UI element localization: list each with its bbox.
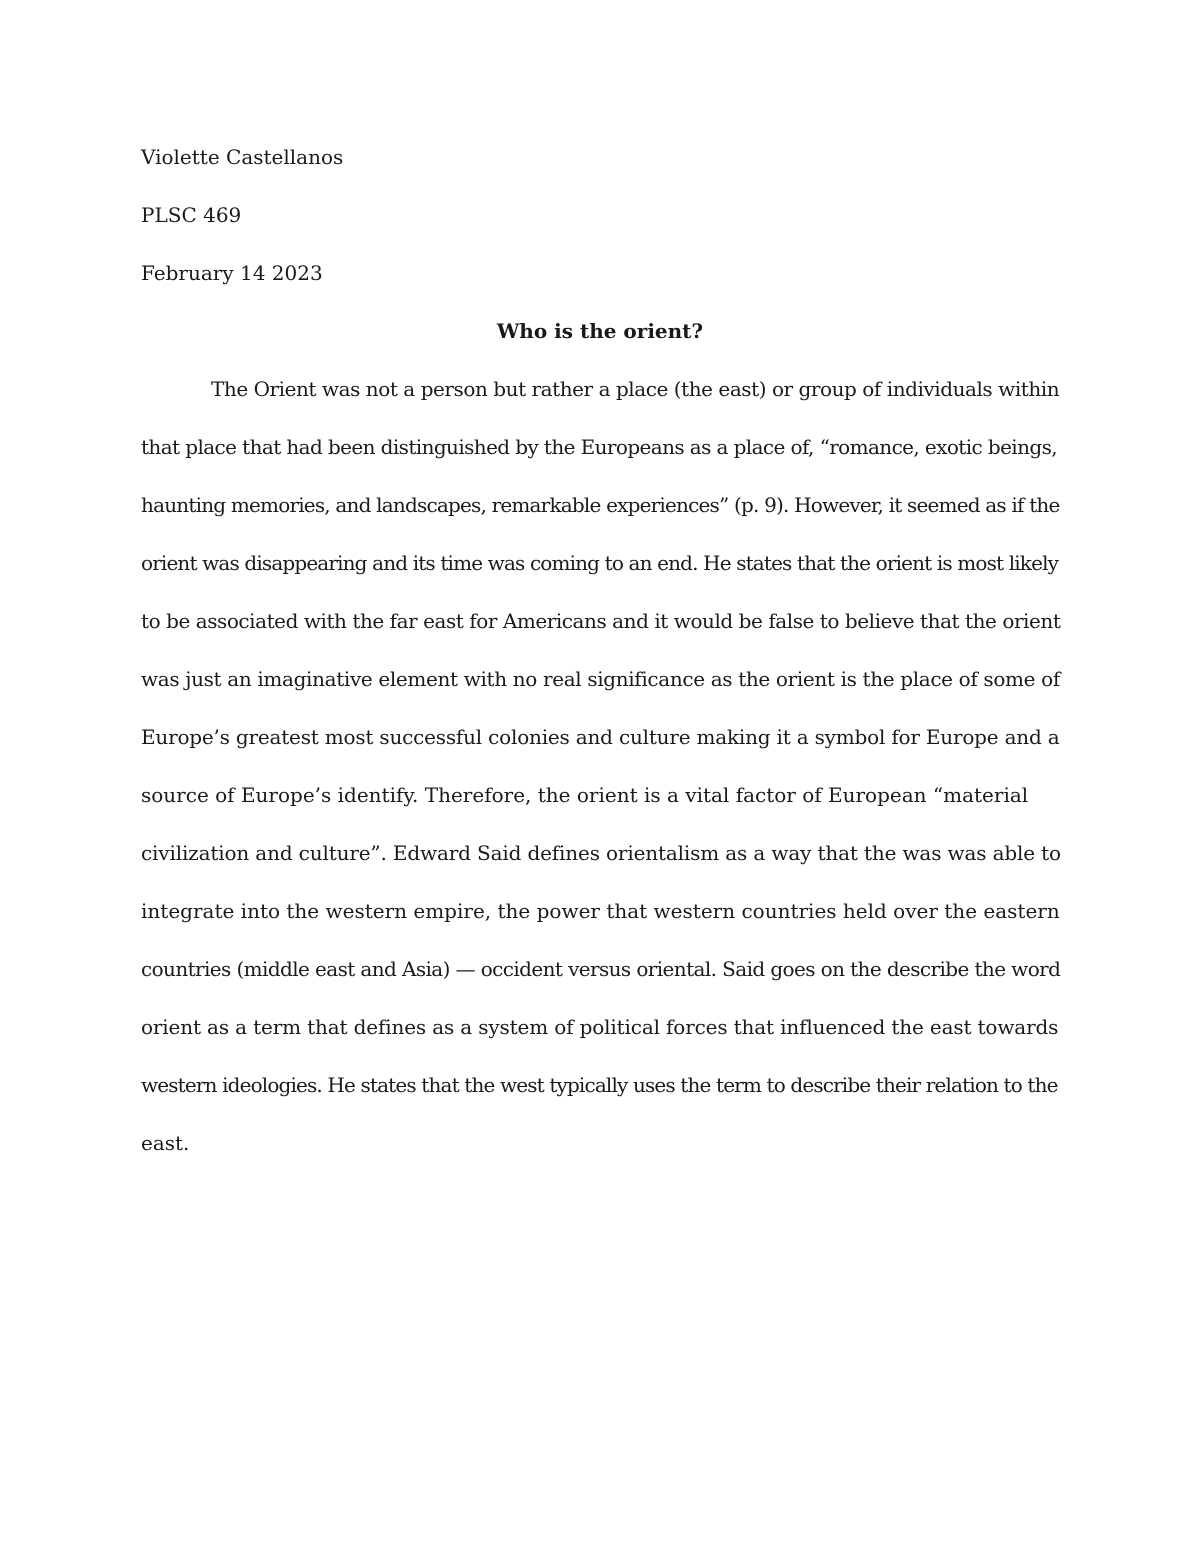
essay-title: Who is the orient? — [496, 319, 704, 343]
body-line: was just an imaginative element with no real significance as the orient is the place of some of — [141, 667, 1060, 691]
body-line: haunting memories, and landscapes, remarkable experiences” (p. 9). However, it seemed as if the — [141, 493, 1060, 517]
body-line: integrate into the western empire, the power that western countries held over the eastern — [141, 899, 1060, 923]
body-line: civilization and culture”. Edward Said defines orientalism as a way that the was was able to — [141, 841, 1061, 865]
body-line: countries (middle east and Asia) — occident versus oriental. Said goes on the describe the word — [141, 957, 1061, 981]
body-line: The Orient was not a person but rather a place (the east) or group of individuals within — [211, 377, 1060, 401]
submission-date: February 14 2023 — [141, 261, 323, 285]
body-line: orient was disappearing and its time was coming to an end. He states that the orient is most likely — [141, 551, 1059, 575]
body-line: source of Europe’s identify. Therefore, the orient is a vital factor of European “material — [141, 783, 1029, 807]
essay-body — [141, 373, 1061, 1185]
body-line: east. — [141, 1131, 190, 1155]
author-name: Violette Castellanos — [141, 145, 344, 169]
course-code: PLSC 469 — [141, 203, 242, 227]
body-line: Europe’s greatest most successful colonies and culture making it a symbol for Europe and a — [141, 725, 1060, 749]
body-line: orient as a term that defines as a system of political forces that influenced the east towards — [141, 1015, 1059, 1039]
body-line: that place that had been distinguished by the Europeans as a place of, “romance, exotic beings, — [141, 435, 1058, 459]
body-line: to be associated with the far east for Americans and it would be false to believe that the orient — [141, 609, 1061, 633]
body-line: western ideologies. He states that the west typically uses the term to describe their relation to the — [141, 1073, 1058, 1097]
